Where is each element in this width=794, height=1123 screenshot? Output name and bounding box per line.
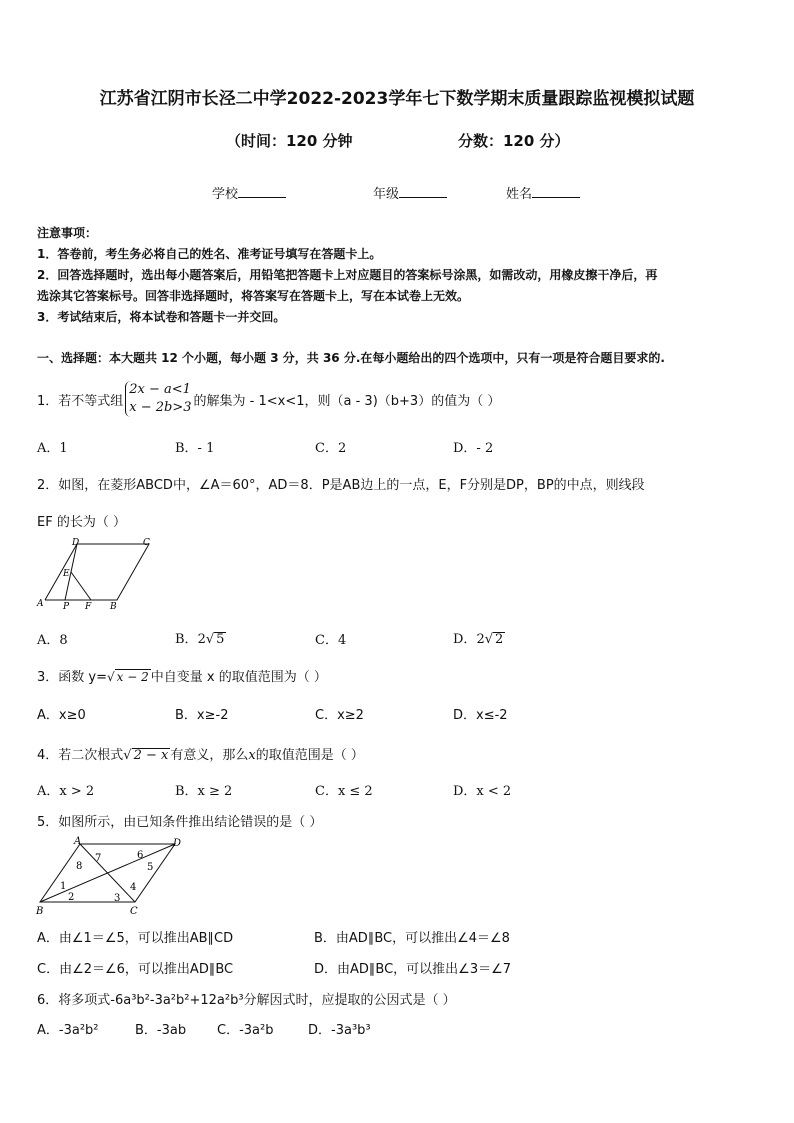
label-e: E [63, 569, 70, 579]
q4-option-c[interactable]: C．x ≤ 2 [315, 784, 373, 799]
q4-option-a[interactable]: A．x > 2 [37, 784, 95, 799]
q2-option-b[interactable]: B．2√ 5 [175, 632, 225, 647]
q3-prefix: 3．函数 y= [37, 670, 107, 685]
label-b: B [36, 906, 44, 917]
section-heading: 一、选择题：本大题共 12 个小题，每小题 3 分，共 36 分.在每小题给出的四个选项中，只有一项是符合题目要求的. [37, 351, 665, 365]
school-blank [238, 184, 286, 198]
q1-option-d[interactable]: D．- 2 [453, 441, 494, 456]
angle-1: 1 [60, 881, 67, 892]
q5-text: 5．如图所示，由已知条件推出结论错误的是（ ） [37, 815, 323, 830]
note-item: 3．考试结束后，将本试卷和答题卡一并交回。 [37, 310, 286, 324]
label-d: D [72, 538, 80, 548]
label-c: C [143, 538, 150, 548]
q1-line1: 2x − a<1 [129, 382, 191, 397]
grade-label: 年级 [373, 187, 400, 202]
q6-text: 6．将多项式-6a³b²-3a²b²+12a²b³分解因式时，应提取的公因式是（ ） [37, 993, 456, 1008]
q2-text-line2: EF 的长为（ ） [37, 515, 126, 530]
q2-text-line1: 2．如图，在菱形ABCD中，∠A＝60°，AD＝8．P是AB边上的一点，E，F分别是DP，BP的中点，则线段 [37, 478, 645, 493]
q4-option-d[interactable]: D．x < 2 [453, 784, 512, 799]
angle-2: 2 [68, 892, 75, 903]
label-p: P [63, 602, 70, 612]
q2-d-radicand: 2 [495, 632, 504, 647]
segment-ef [71, 572, 91, 600]
q2-option-c[interactable]: C．4 [315, 633, 347, 648]
q3-option-a[interactable]: A．x≥0 [37, 708, 86, 723]
note-item: 选涂其它答案标号。回答非选择题时，将答案写在答题卡上，写在本试卷上无效。 [37, 289, 470, 303]
name-blank [532, 184, 580, 198]
question-3: 3．函数 y=√ x − 2 中自变量 x 的取值范围为（ ） [37, 670, 327, 685]
angle-7: 7 [95, 853, 102, 864]
q2-b-coef: 2 [197, 632, 206, 647]
angle-5: 5 [147, 862, 154, 873]
q4-suffix: 的取值范围是（ ） [255, 748, 364, 763]
note-item: 1．答卷前，考生务必将自己的姓名、准考证号填写在答题卡上。 [37, 247, 382, 261]
q3-option-b[interactable]: B．x≥-2 [175, 708, 229, 723]
q5-option-d[interactable]: D．由AD∥BC，可以推出∠3＝∠7 [314, 962, 512, 977]
parallelogram-figure [35, 834, 185, 918]
q4-mid: 有意义，那么 [170, 748, 249, 763]
name-label: 姓名 [506, 187, 533, 202]
q1-option-b[interactable]: B．- 1 [175, 441, 215, 456]
q3-radicand: x − 2 [116, 670, 149, 684]
q6-option-a[interactable]: A．-3a²b² [37, 1023, 99, 1038]
label-a: A [74, 836, 82, 847]
question-1 [37, 377, 500, 421]
label-c: C [130, 906, 138, 917]
q3-suffix: 中自变量 x 的取值范围为（ ） [150, 670, 327, 685]
q2-d-coef: 2 [476, 632, 485, 647]
angle-3: 3 [114, 893, 121, 904]
q1-prefix: 1．若不等式组 [37, 393, 124, 409]
q1-option-a[interactable]: A．1 [37, 441, 68, 456]
grade-blank [399, 184, 447, 198]
label-d: D [173, 838, 182, 849]
q5-option-b[interactable]: B．由AD∥BC，可以推出∠4＝∠8 [314, 931, 510, 946]
time-label: （时间：120 分钟 [226, 132, 353, 150]
q6-option-b[interactable]: B．-3ab [135, 1023, 187, 1038]
angle-6: 6 [137, 850, 144, 861]
question-4: 4．若二次根式√ 2 − x 有意义，那么x的取值范围是（ ） [37, 748, 364, 763]
q2-b-radicand: 5 [216, 632, 225, 647]
q4-radicand: 2 − x [133, 748, 169, 763]
q2-b-prefix: B． [175, 632, 198, 647]
q1-option-c[interactable]: C．2 [315, 441, 347, 456]
rhombus-figure [35, 536, 165, 612]
school-field[interactable] [212, 183, 286, 202]
q5-option-a[interactable]: A．由∠1＝∠5，可以推出AB∥CD [37, 931, 234, 946]
q6-option-c[interactable]: C．-3a²b [217, 1023, 274, 1038]
q4-option-b[interactable]: B．x ≥ 2 [175, 784, 233, 799]
angle-4: 4 [130, 882, 137, 893]
q4-var: x [248, 748, 256, 763]
q2-d-prefix: D． [453, 632, 477, 647]
notes-heading: 注意事项： [37, 226, 98, 240]
q2-option-a[interactable]: A．8 [37, 633, 68, 648]
label-f: F [85, 602, 92, 612]
q3-option-d[interactable]: D．x≤-2 [453, 708, 508, 723]
exam-title: 江苏省江阴市长泾二中学2022-2023学年七下数学期末质量跟踪监视模拟试题 [99, 89, 695, 109]
grade-field[interactable] [373, 183, 447, 202]
label-a: A [37, 599, 44, 609]
school-label: 学校 [212, 187, 239, 202]
q6-option-d[interactable]: D．-3a³b³ [308, 1023, 371, 1038]
name-field[interactable] [506, 183, 580, 202]
score-label: 分数：120 分） [458, 132, 570, 150]
q5-option-c[interactable]: C．由∠2＝∠6，可以推出AD∥BC [37, 962, 234, 977]
angle-8: 8 [76, 861, 83, 872]
q3-option-c[interactable]: C．x≥2 [315, 708, 364, 723]
q1-line2: x − 2b>3 [129, 400, 192, 415]
q1-inequality-system [125, 381, 191, 417]
q4-prefix: 4．若二次根式 [37, 748, 124, 763]
q1-suffix: 的解集为 - 1<x<1，则（a - 3)（b+3）的值为（ ） [193, 393, 501, 409]
label-b: B [110, 602, 117, 612]
q2-option-d[interactable]: D．2√ 2 [453, 632, 504, 647]
note-item: 2．回答选择题时，选出每小题答案后，用铅笔把答题卡上对应题目的答案标号涂黑，如需改动，用橡皮擦干净后，再 [37, 268, 658, 282]
rhombus-outline [45, 544, 149, 600]
